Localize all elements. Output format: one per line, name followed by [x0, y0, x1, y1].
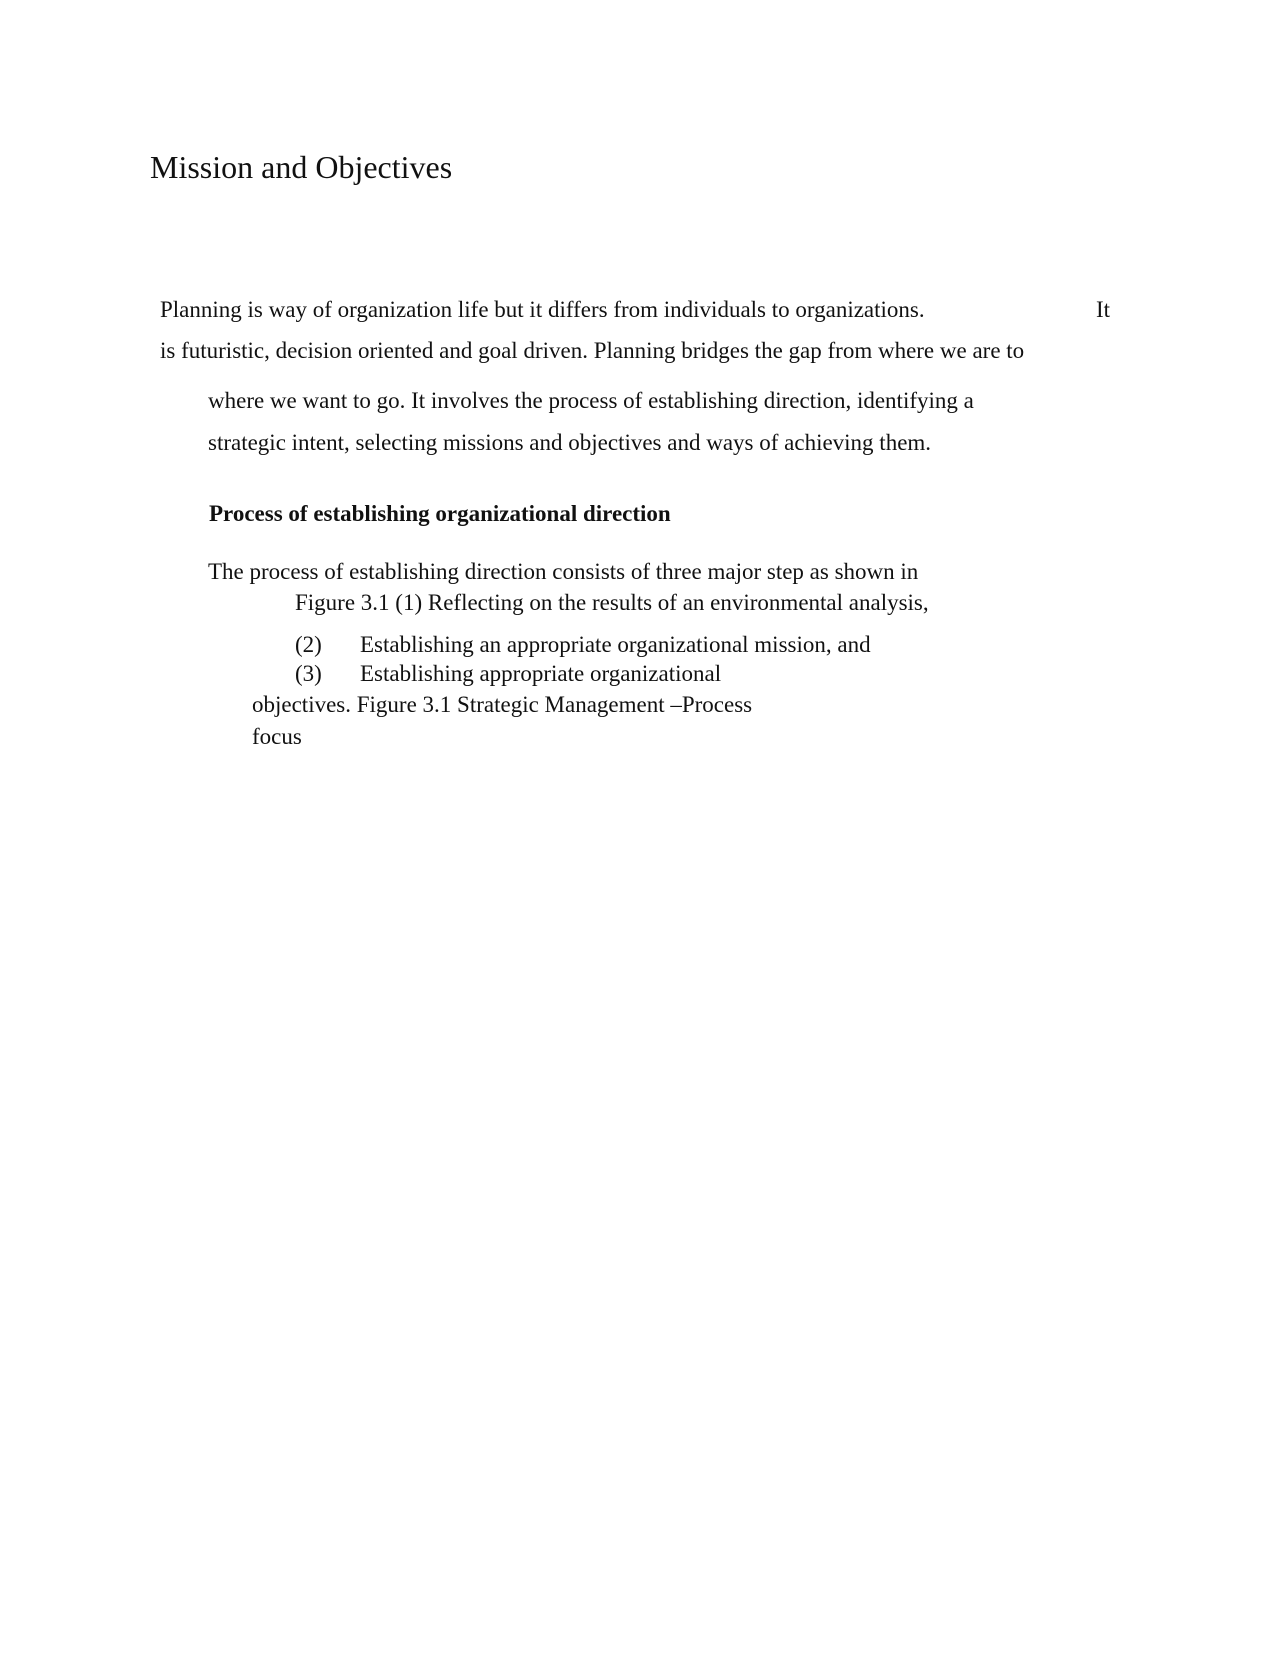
paragraph2-line2: Figure 3.1 (1) Reflecting on the results of an environmental analysis, — [295, 590, 929, 615]
list-item-number: (2) — [295, 632, 322, 657]
paragraph1-line1-main: Planning is way of organization life but it differs from individuals to organizations. — [160, 297, 925, 322]
paragraph1-line1 — [160, 296, 1110, 324]
paragraph1-line2: is futuristic, decision oriented and goal driven. Planning bridges the gap from where we are to — [160, 338, 1025, 363]
paragraph3-line2: focus — [252, 724, 302, 749]
list-item-text: Establishing appropriate organizational — [360, 661, 722, 686]
paragraph2-line1: The process of establishing direction consists of three major step as shown in — [208, 559, 919, 584]
list-item — [295, 660, 721, 688]
paragraph1-line3: where we want to go. It involves the process of establishing direction, identifying a — [208, 388, 974, 413]
paragraph1-line1-end: It — [1095, 297, 1110, 322]
list-item-number: (3) — [295, 661, 322, 686]
list-item-text: Establishing an appropriate organizational mission, and — [360, 632, 871, 657]
paragraph1-line4: strategic intent, selecting missions and objectives and ways of achieving them. — [208, 430, 932, 455]
paragraph3-line1: objectives. Figure 3.1 Strategic Management –Process — [252, 692, 753, 717]
section-heading: Process of establishing organizational direction — [209, 501, 671, 526]
page-title: Mission and Objectives — [150, 149, 453, 185]
list-item — [295, 631, 871, 659]
